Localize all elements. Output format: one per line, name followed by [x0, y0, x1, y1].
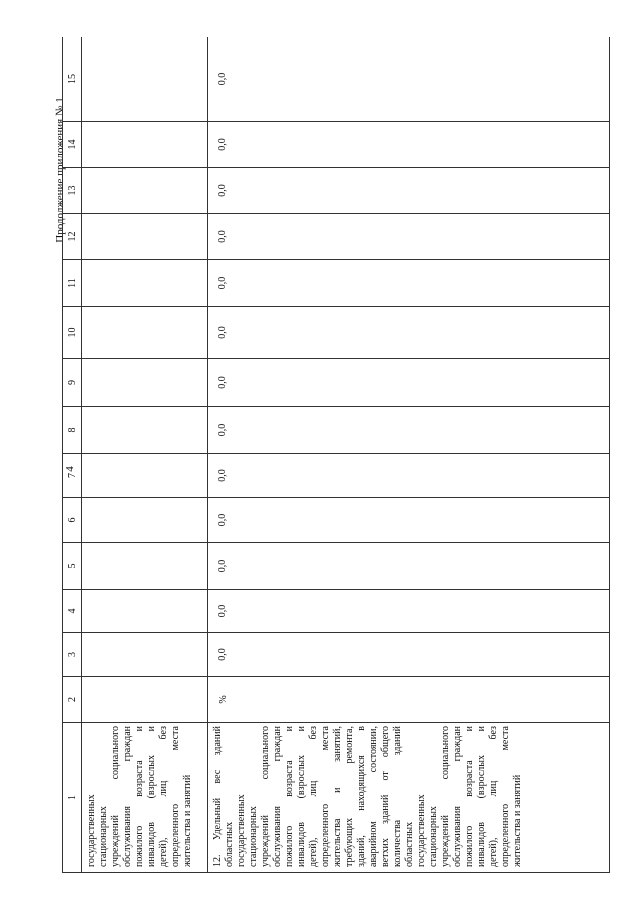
column-header: 3: [63, 633, 82, 677]
description-line: жительства и занятий: [182, 774, 193, 867]
table-row: [208, 37, 610, 873]
value-cell: 0,0: [208, 359, 610, 407]
description-line: обслуживания граждан: [122, 726, 133, 867]
description-line: областных: [224, 821, 235, 867]
description-line: определенного места: [320, 726, 331, 867]
column-header: 5: [63, 543, 82, 590]
value-cell: 0,0: [208, 498, 610, 543]
unit-cell: [82, 677, 208, 723]
description-line: зданий, находящихся в: [356, 726, 367, 867]
value-cell: 0,0: [208, 307, 610, 359]
value-cell: [82, 359, 208, 407]
value-cell: 0,0: [208, 37, 610, 122]
row-description: [82, 723, 208, 873]
value-cell: [82, 498, 208, 543]
value-cell: 0,0: [208, 214, 610, 260]
unit-cell: %: [208, 677, 610, 723]
description-line: жительства и занятий: [512, 774, 523, 867]
description-line: 12. Удельный вес зданий: [212, 726, 223, 867]
description-line: количества зданий: [392, 726, 403, 867]
description-line: учреждений социального: [260, 726, 271, 867]
value-cell: [82, 633, 208, 677]
value-cell: [82, 214, 208, 260]
value-cell: 0,0: [208, 633, 610, 677]
description-line: стационарных: [428, 806, 439, 867]
description-line: государственных: [416, 794, 427, 867]
column-header: 1: [63, 723, 82, 873]
description-line: государственных: [236, 794, 247, 867]
description-line: государственных: [86, 794, 97, 867]
description-line: обслуживания граждан: [272, 726, 283, 867]
value-cell: 0,0: [208, 407, 610, 454]
column-header: 7: [63, 454, 82, 498]
description-line: инвалидов (взрослых и: [146, 726, 157, 867]
description-line: пожилого возраста и: [284, 726, 295, 867]
description-line: инвалидов (взрослых и: [476, 726, 487, 867]
value-cell: 0,0: [208, 543, 610, 590]
description-line: детей), лиц без: [308, 726, 319, 867]
value-cell: [82, 122, 208, 168]
value-cell: 0,0: [208, 454, 610, 498]
value-cell: [82, 590, 208, 633]
column-header: 9: [63, 359, 82, 407]
description-line: ветхих зданий от общего: [380, 726, 391, 867]
value-cell: [82, 168, 208, 214]
description-line: определенного места: [500, 726, 511, 867]
column-header: 6: [63, 498, 82, 543]
rotated-table-frame: [62, 37, 610, 873]
description-line: аварийном состоянии,: [368, 726, 379, 867]
value-cell: 0,0: [208, 122, 610, 168]
description-line: стационарных: [98, 806, 109, 867]
description-line: учреждений социального: [440, 726, 451, 867]
description-line: пожилого возраста и: [134, 726, 145, 867]
column-header: 15: [63, 37, 82, 122]
description-line: учреждений социального: [110, 726, 121, 867]
description-line: детей), лиц без: [158, 726, 169, 867]
value-cell: [82, 307, 208, 359]
value-cell: [82, 37, 208, 122]
header-row: [63, 37, 82, 873]
column-header: 11: [63, 260, 82, 307]
column-header: 13: [63, 168, 82, 214]
table-rotation-wrapper: [62, 37, 610, 873]
description-line: требующих ремонта,: [344, 726, 355, 867]
description-line: стационарных: [248, 806, 259, 867]
column-header: 10: [63, 307, 82, 359]
column-header: 2: [63, 677, 82, 723]
indicators-table: [62, 37, 610, 873]
value-cell: 0,0: [208, 168, 610, 214]
description-line: областных: [404, 821, 415, 867]
value-cell: 0,0: [208, 260, 610, 307]
appendix-caption: Продолжение приложения № 1: [54, 97, 66, 243]
page-number: 4: [64, 466, 76, 472]
value-cell: 0,0: [208, 590, 610, 633]
description-line: детей), лиц без: [488, 726, 499, 867]
description-line: обслуживания граждан: [452, 726, 463, 867]
column-header: 4: [63, 590, 82, 633]
value-cell: [82, 260, 208, 307]
description-line: определенного места: [170, 726, 181, 867]
description-line: пожилого возраста и: [464, 726, 475, 867]
column-header: 14: [63, 122, 82, 168]
value-cell: [82, 454, 208, 498]
column-header: 12: [63, 214, 82, 260]
value-cell: [82, 543, 208, 590]
description-line: инвалидов (взрослых и: [296, 726, 307, 867]
table-row: [82, 37, 208, 873]
column-header: 8: [63, 407, 82, 454]
row-description: [208, 723, 610, 873]
description-line: жительства и занятий,: [332, 726, 343, 867]
value-cell: [82, 407, 208, 454]
